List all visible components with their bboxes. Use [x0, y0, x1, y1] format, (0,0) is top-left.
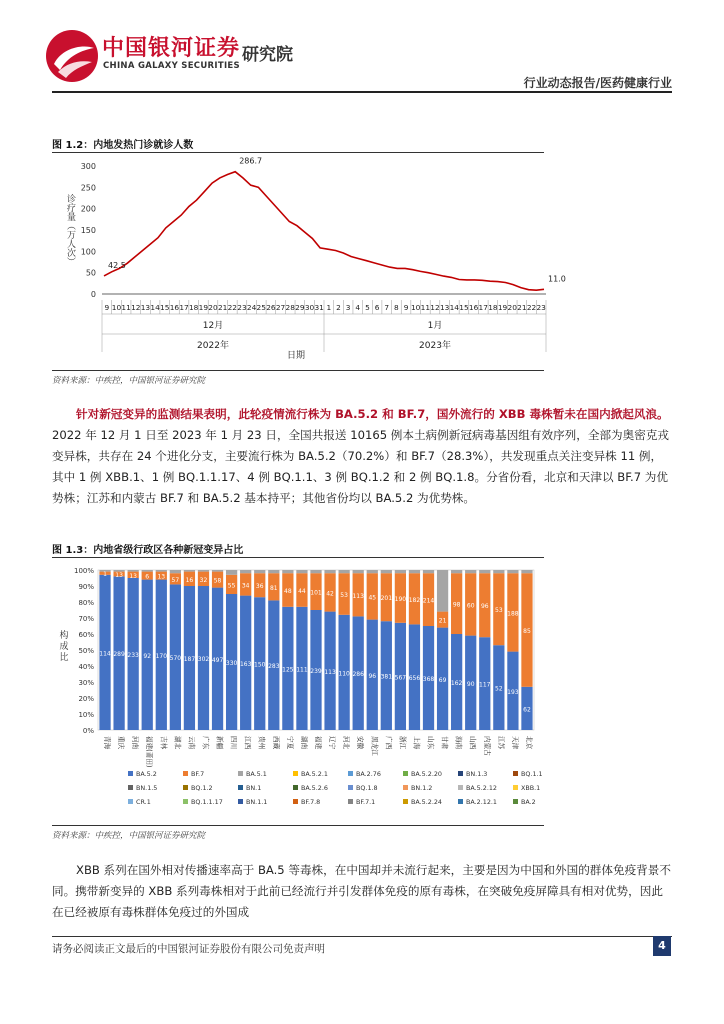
x-tick-label: 26 [266, 303, 276, 312]
bar-value-label: 110 [338, 670, 350, 678]
header-divider [52, 91, 672, 93]
bar-segment [184, 570, 195, 572]
y-axis-label: 比 [59, 653, 69, 663]
figure-2-bottom-rule [52, 825, 544, 826]
y-tick-label: 40% [78, 663, 94, 671]
legend-swatch [128, 799, 133, 804]
x-tick-label: 23 [536, 303, 546, 312]
category-label: 上海 [412, 736, 421, 750]
bar-segment [381, 570, 392, 573]
legend-swatch [348, 771, 353, 776]
bar-value-label: 170 [155, 652, 168, 660]
legend-entry: BA.5.2.12 [466, 784, 498, 792]
y-tick-label: 80% [78, 599, 94, 607]
figure-1-title: 图 1.2：内地发热门诊就诊人数 [52, 140, 194, 151]
x-tick-label: 15 [160, 303, 170, 312]
bar-value-label: 98 [452, 601, 461, 609]
legend-entry: BN.1.1 [246, 798, 268, 806]
bar-value-label: 286 [352, 671, 364, 679]
bar-value-label: 45 [368, 594, 377, 602]
legend-entry: BN.1.3 [466, 770, 488, 778]
bar-segment [142, 570, 153, 572]
legend-swatch [403, 799, 408, 804]
x-tick-label: 20 [507, 303, 517, 312]
x-tick-label: 11 [420, 303, 431, 312]
bar-value-label: 55 [227, 582, 236, 590]
x-tick-label: 30 [304, 303, 315, 312]
category-label: 西藏 [271, 736, 280, 750]
bar-segment [465, 570, 476, 573]
category-label: 青海 [103, 736, 112, 750]
bar-value-label: 16 [185, 576, 194, 584]
x-tick-label: 24 [246, 303, 257, 312]
bar-segment [367, 570, 378, 573]
bar-value-label: 117 [479, 681, 491, 689]
x-tick-label: 17 [478, 303, 488, 312]
category-label: 山西 [468, 736, 477, 750]
paragraph-2: XBB 系列在国外相对传播速率高于 BA.5 等毒株，在中国却并未流行起来，主要是因为中国和外国的群体免疫背景不同。携带新变异的 XBB 系列毒株相对于此前已经流行并引发群体免疫的原有毒株，在突破免疫屏障具有相对优势，因此在已经被原有毒株群体免疫过的外国成 [52, 863, 671, 919]
category-label: 湖北 [173, 736, 182, 750]
legend-swatch [513, 799, 518, 804]
legend-swatch [238, 771, 243, 776]
y-tick-label: 60% [78, 631, 94, 639]
x-tick-label: 2 [336, 303, 341, 312]
x-tick-label: 13 [140, 303, 151, 312]
bar-value-label: 32 [199, 576, 208, 584]
y-axis-label: 诊疗量（万人次） [65, 194, 75, 266]
bar-value-label: 497 [211, 656, 224, 664]
bar-value-label: 283 [268, 663, 280, 671]
bar-value-label: 44 [298, 588, 306, 595]
bar-value-label: 113 [324, 668, 336, 676]
footer-disclaimer: 请务必阅读正文最后的中国银河证券股份有限公司免责声明 [52, 943, 325, 955]
category-label: 辽宁 [328, 736, 337, 750]
category-label: 云南 [187, 736, 196, 750]
y-tick-label: 100% [73, 567, 94, 575]
x-tick-label: 14 [150, 303, 160, 312]
bar-value-label: 53 [495, 607, 503, 615]
legend-entry: BA.2.76 [356, 770, 381, 778]
category-label: 北京 [524, 736, 533, 750]
y-tick-label: 250 [80, 183, 96, 193]
x-tick-label: 28 [285, 303, 295, 312]
bar-value-label: 96 [368, 672, 377, 680]
legend-entry: BN.1.2 [411, 784, 433, 792]
category-label: 四川 [229, 736, 238, 750]
legend-entry: BQ.1.1 [521, 770, 543, 778]
bar-value-label: 150 [254, 661, 266, 669]
category-label: 福建 [314, 736, 322, 750]
legend-swatch [293, 785, 298, 790]
bar-value-label: 201 [380, 595, 393, 603]
x-tick-label: 23 [237, 303, 247, 312]
figure-1-bottom-rule [52, 370, 544, 371]
bar-segment [282, 570, 293, 573]
x-tick-label: 22 [227, 303, 238, 312]
bar-value-label: 48 [284, 588, 292, 595]
bar-value-label: 90 [466, 680, 475, 688]
category-label: 海南 [454, 736, 463, 750]
legend-entry: BA.5.1 [246, 770, 267, 778]
bar-segment [198, 570, 209, 572]
y-axis-label: 构 [59, 631, 69, 641]
x-tick-label: 10 [410, 303, 421, 312]
y-tick-label: 30% [78, 679, 94, 687]
y-tick-label: 300 [80, 162, 96, 171]
bar-value-label: 193 [507, 688, 519, 696]
legend-swatch [238, 785, 243, 790]
x-axis-label: 日期 [286, 351, 306, 361]
paragraph-1 [52, 404, 672, 509]
bar-segment [170, 570, 181, 573]
legend-entry: BA.5.2.24 [411, 798, 443, 806]
bar-value-label: 34 [241, 582, 250, 590]
bar-value-label: 69 [438, 676, 447, 684]
bar-segment [479, 570, 490, 573]
bar-value-label: 113 [352, 592, 364, 600]
x-tick-label: 19 [497, 303, 508, 312]
category-label: 江苏 [496, 736, 505, 750]
legend-entry: BQ.1.2 [191, 784, 213, 792]
category-label: 贵州 [257, 736, 266, 750]
bar-value-label: 36 [255, 583, 264, 591]
bar-value-label: 6 [145, 573, 150, 581]
x-tick-label: 11 [121, 303, 131, 312]
bar-segment [268, 570, 279, 573]
bar-value-label: 233 [127, 652, 139, 659]
bar-value-label: 53 [340, 592, 348, 599]
bar-segment [212, 570, 223, 572]
x-tick-label: 14 [449, 303, 460, 312]
category-label: 山东 [426, 736, 435, 750]
bar-value-label: 13 [129, 572, 137, 580]
year-label: 2022年 [197, 341, 229, 351]
bar-value-label: 62 [523, 706, 531, 714]
month-label: 12月 [202, 321, 224, 331]
x-tick-label: 10 [111, 303, 122, 312]
bar-segment [521, 570, 532, 573]
month-label: 1月 [427, 321, 443, 331]
category-label: 甘肃 [440, 736, 449, 750]
bar-segment [423, 570, 434, 573]
bar-value-label: 92 [143, 652, 152, 660]
legend-swatch [238, 799, 243, 804]
bar-value-label: 289 [113, 651, 125, 659]
y-tick-label: 200 [80, 204, 96, 214]
page-number: 4 [653, 936, 671, 956]
bar-value-label: 85 [523, 628, 531, 635]
bar-value-label: 57 [171, 576, 180, 584]
legend-swatch [293, 771, 298, 776]
legend-entry: BQ.1.1.17 [191, 798, 223, 806]
data-label: 286.7 [239, 156, 263, 166]
bar-value-label: 570 [169, 655, 182, 663]
legend-swatch [513, 771, 518, 776]
y-tick-label: 50 [85, 268, 96, 278]
bar-value-label: 239 [310, 668, 322, 675]
bar-segment [353, 570, 364, 573]
fever-clinic-chart [52, 156, 566, 364]
x-tick-label: 18 [188, 303, 199, 312]
bar-value-label: 81 [269, 584, 278, 592]
legend-entry: XBB.1 [521, 784, 541, 792]
bar-value-label: 21 [438, 617, 447, 625]
legend-entry: BA.2.12.1 [466, 798, 498, 806]
figure-1-source: 资料来源：中疾控，中国银河证券研究院 [52, 376, 206, 386]
legend-swatch [183, 799, 188, 804]
y-axis-label: 成 [59, 642, 69, 652]
x-tick-label: 16 [468, 303, 479, 312]
paragraph-1-lead: 针对新冠变异的监测结果表明，此轮疫情流行株为 BA.5.2 和 BF.7，国外流行的 XBB 毒株暂未在国内掀起风浪。 [76, 407, 669, 421]
bar-value-label: 58 [213, 577, 222, 585]
bar-value-label: 1 [103, 571, 107, 579]
x-tick-label: 13 [439, 303, 450, 312]
bar-value-label: 13 [115, 572, 123, 579]
y-tick-label: 70% [78, 615, 94, 623]
bar-value-label: 60 [466, 602, 475, 610]
x-tick-label: 21 [217, 303, 228, 312]
bar-segment [324, 570, 335, 573]
data-label: 11.0 [548, 274, 566, 284]
bar-value-label: 302 [197, 656, 210, 663]
bar-value-label: 187 [183, 656, 196, 663]
y-tick-label: 0% [82, 727, 94, 735]
category-label: 江西 [243, 736, 252, 750]
x-tick-label: 6 [374, 303, 380, 312]
legend-swatch [458, 785, 463, 790]
legend-swatch [348, 785, 353, 790]
x-tick-label: 9 [403, 303, 409, 312]
legend-entry: BA.2 [521, 798, 536, 806]
y-tick-label: 0 [90, 290, 96, 299]
bar-segment [128, 570, 139, 572]
y-tick-label: 10% [78, 711, 94, 719]
year-label: 2023年 [419, 341, 451, 351]
bar-segment [395, 570, 406, 573]
bar-value-label: 656 [408, 675, 421, 683]
category-label: 新疆 [215, 736, 224, 750]
bar-segment [437, 570, 448, 612]
legend-swatch [183, 771, 188, 776]
x-tick-label: 9 [104, 303, 110, 312]
y-tick-label: 90% [78, 583, 94, 591]
legend-swatch [128, 771, 133, 776]
legend-swatch [403, 771, 408, 776]
bar-segment [296, 570, 307, 573]
bar-value-label: 381 [380, 673, 393, 681]
x-tick-label: 25 [256, 303, 266, 312]
x-tick-label: 5 [365, 303, 370, 312]
y-tick-label: 150 [80, 226, 96, 235]
bar-segment [507, 570, 518, 573]
bar-segment [339, 570, 350, 573]
category-label: 湖南 [299, 736, 308, 750]
report-type: 行业动态报告/医药健康行业 [523, 76, 672, 90]
x-tick-label: 16 [169, 303, 180, 312]
category-label: 河南 [131, 736, 140, 750]
category-label: 重庆 [117, 736, 126, 750]
category-label: 福建(莆田) [145, 736, 154, 768]
figure-1-rule [52, 152, 544, 153]
legend-entry: BN.1 [246, 784, 262, 792]
category-label: 浙江 [398, 736, 407, 750]
legend-entry: BA.5.2 [136, 770, 157, 778]
legend-swatch [293, 799, 298, 804]
bar-value-label: 125 [282, 666, 294, 674]
legend-entry: BA.5.2.20 [411, 770, 443, 778]
series-line [104, 172, 544, 291]
bar-segment [451, 570, 462, 573]
category-label: 安徽 [356, 736, 365, 750]
bar-value-label: 368 [422, 676, 435, 683]
bar-value-label: 190 [394, 596, 407, 603]
bar-value-label: 182 [408, 596, 421, 604]
x-tick-label: 12 [430, 303, 440, 312]
brand-name-en: CHINA GALAXY SECURITIES [103, 61, 240, 71]
legend-entry: BA.5.2.1 [301, 770, 328, 778]
figure-2-source: 资料来源：中疾控，中国银河证券研究院 [52, 831, 206, 841]
x-tick-label: 18 [488, 303, 498, 312]
bar-segment [226, 570, 237, 575]
legend-swatch [513, 785, 518, 790]
legend-swatch [403, 785, 408, 790]
category-label: 天津 [510, 736, 519, 750]
bar-value-label: 101 [310, 589, 322, 597]
galaxy-logo-icon [44, 28, 100, 84]
legend-entry: CR.1 [136, 798, 151, 806]
brand-name-cn: 中国银河证券 [102, 36, 241, 61]
bar-value-label: 96 [480, 603, 489, 611]
x-tick-label: 1 [326, 303, 332, 312]
bar-value-label: 188 [507, 610, 519, 618]
bar-value-label: 330 [225, 660, 238, 667]
y-tick-label: 100 [80, 247, 96, 257]
x-tick-label: 17 [179, 303, 189, 312]
y-tick-label: 50% [78, 647, 94, 655]
bar-segment [156, 570, 167, 572]
bar-segment [240, 570, 251, 573]
legend-entry: BF.7.8 [301, 798, 321, 806]
category-label: 宁夏 [285, 736, 294, 750]
category-label: 广东 [201, 736, 210, 750]
footer-divider [52, 936, 672, 937]
category-label: 河北 [342, 736, 351, 750]
bar-value-label: 567 [394, 674, 407, 682]
legend-swatch [128, 785, 133, 790]
bar-segment [493, 570, 504, 573]
institute-name: 研究院 [242, 45, 293, 65]
bar-segment [310, 570, 321, 573]
x-tick-label: 3 [345, 303, 351, 312]
bar-segment [254, 570, 265, 573]
x-tick-label: 22 [526, 303, 537, 312]
legend-entry: BQ.1.8 [356, 784, 378, 792]
bar-value-label: 214 [422, 597, 435, 605]
legend-entry: BA.5.2.6 [301, 784, 328, 792]
legend-swatch [458, 771, 463, 776]
category-label: 吉林 [159, 736, 168, 750]
legend-swatch [348, 799, 353, 804]
x-tick-label: 21 [517, 303, 527, 312]
x-tick-label: 20 [208, 303, 218, 312]
category-label: 黑龙江 [370, 736, 379, 756]
x-tick-label: 29 [295, 303, 305, 312]
x-tick-label: 7 [384, 303, 390, 312]
bar-value-label: 111 [296, 666, 308, 674]
legend-entry: BF.7 [191, 770, 205, 778]
legend-swatch [183, 785, 188, 790]
paragraph-1-text: 2022 年 12 月 1 日至 2023 年 1 月 23 日，全国共报送 10165 例本土病例新冠病毒基因组有效序列，全部为奥密克戎变异株，共存在 24 个进化分支，主要流行株为 BA.5.2（70.2%）和 BF.7（28.3%），共发现重点关注变异株 11 例，其中 1 例 XBB.1、1 例 BQ.1.1.17、4 例 BQ.1.1、3 例 BQ.1.2 和 2 例 BQ.1.8。分省份看，北京和天津以 BF.7 为优势株；江苏和内蒙古 BF.7 和 BA.5.2 基本持平；其他省份均以 BA.5.2 为优势株。 [52, 428, 670, 505]
bar-value-label: 162 [450, 680, 463, 687]
x-tick-label: 27 [275, 303, 286, 312]
bar-value-label: 163 [239, 660, 252, 668]
category-label: 内蒙古 [482, 736, 491, 756]
x-tick-label: 12 [131, 303, 141, 312]
x-tick-label: 15 [459, 303, 469, 312]
x-tick-label: 4 [355, 303, 361, 312]
x-tick-label: 31 [314, 303, 324, 312]
figure-2-title: 图 1.3：内地省级行政区各种新冠变异占比 [52, 545, 244, 556]
legend-entry: BF.7.1 [356, 798, 376, 806]
bar-value-label: 52 [495, 685, 503, 693]
legend-swatch [458, 799, 463, 804]
data-label: 42.5 [108, 260, 126, 270]
category-label: 广西 [384, 736, 393, 750]
variant-share-chart [52, 560, 552, 822]
y-tick-label: 20% [78, 695, 94, 703]
bar-segment [409, 570, 420, 573]
x-tick-label: 8 [394, 303, 399, 312]
figure-2-rule [52, 557, 544, 558]
legend-entry: BN.1.5 [136, 784, 158, 792]
bar-value-label: 42 [326, 590, 334, 598]
bar-value-label: 13 [157, 573, 166, 581]
bar-value-label: 114 [99, 650, 111, 658]
x-tick-label: 19 [198, 303, 209, 312]
